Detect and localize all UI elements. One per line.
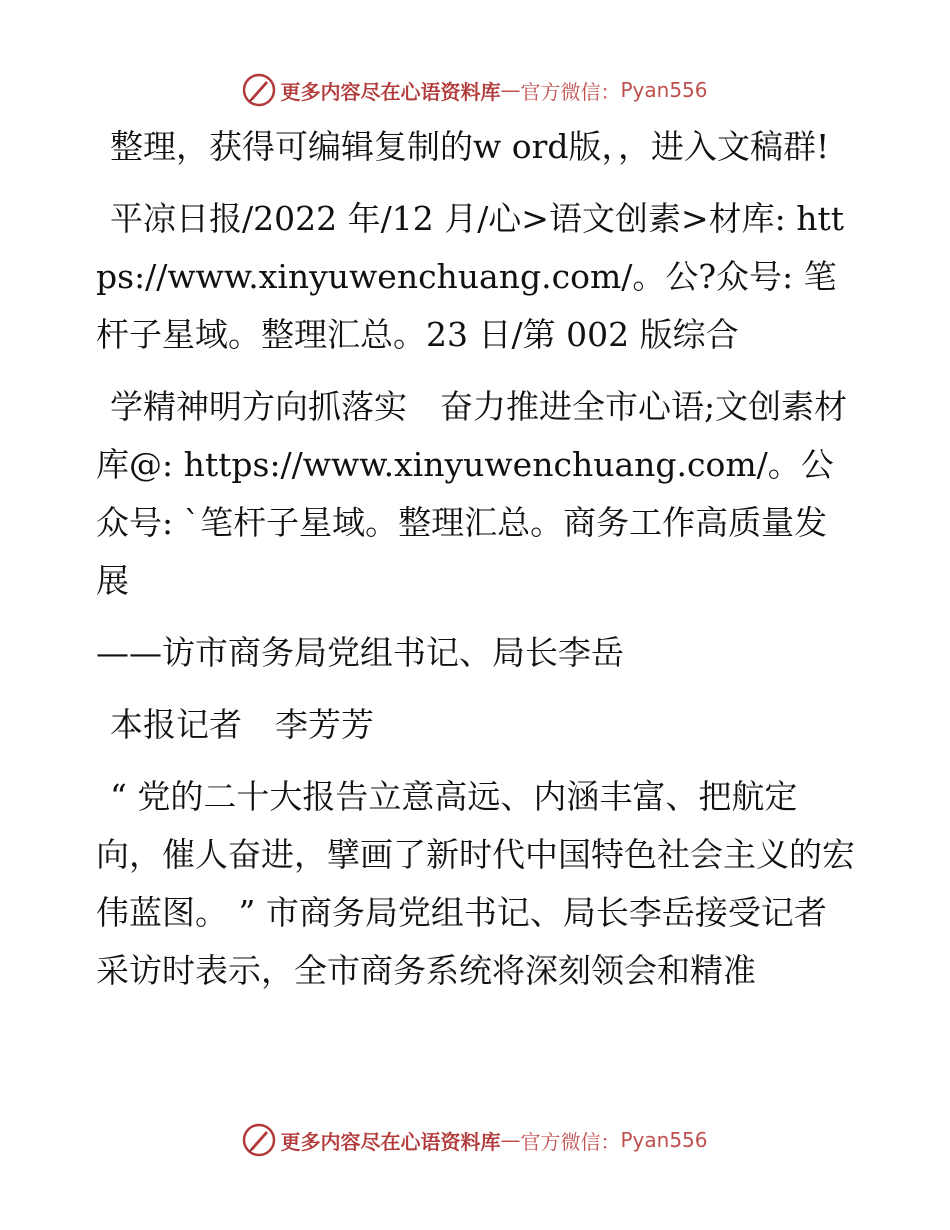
banner-dash: — — [500, 1128, 521, 1152]
document-body — [96, 118, 856, 1014]
paragraph-source: 平凉日报/2022 年/12 月/心>语文创素>材库: https://www.xinyuwenchuang.com/。公?众号: 笔杆子星域。整理汇总。23 日/第 002 版综合 — [96, 199, 844, 354]
paragraph-body: “ 党的二十大报告立意高远、内涵丰富、把航定向，催人奋进，擘画了新时代中国特色社会主义的宏伟蓝图。 ” 市商务局党组书记、局长李岳接受记者采访时表示，全市商务系统将深刻领会和精准 — [96, 777, 855, 990]
banner-wechat-id: Pyan556 — [620, 1128, 708, 1152]
paragraph-subtitle: ——访市商务局党组书记、局长李岳 — [96, 633, 624, 672]
paragraph-intro: 整理，获得可编辑复制的w ord版，，进入文稿群! — [110, 127, 830, 166]
banner-dash: — — [500, 78, 521, 102]
banner-slogan: 更多内容尽在心语资料库 — [280, 1129, 501, 1154]
banner-wechat-label: 官方微信： — [520, 79, 621, 104]
paragraph-headline: 学精神明方向抓落实 奋力推进全市心语;文创素材库@: https://www.xinyuwenchuang.com/。公众号: `笔杆子星域。整理汇总。商务工作高质量发展 — [96, 387, 848, 600]
quill-logo-icon — [242, 73, 276, 107]
banner-wechat-id: Pyan556 — [620, 78, 708, 102]
paragraph-byline: 本报记者 李芳芳 — [110, 705, 374, 744]
header-banner — [0, 70, 950, 110]
footer-banner — [0, 1120, 950, 1160]
quill-logo-icon — [242, 1123, 276, 1157]
banner-wechat-label: 官方微信： — [520, 1129, 621, 1154]
banner-slogan: 更多内容尽在心语资料库 — [280, 79, 501, 104]
